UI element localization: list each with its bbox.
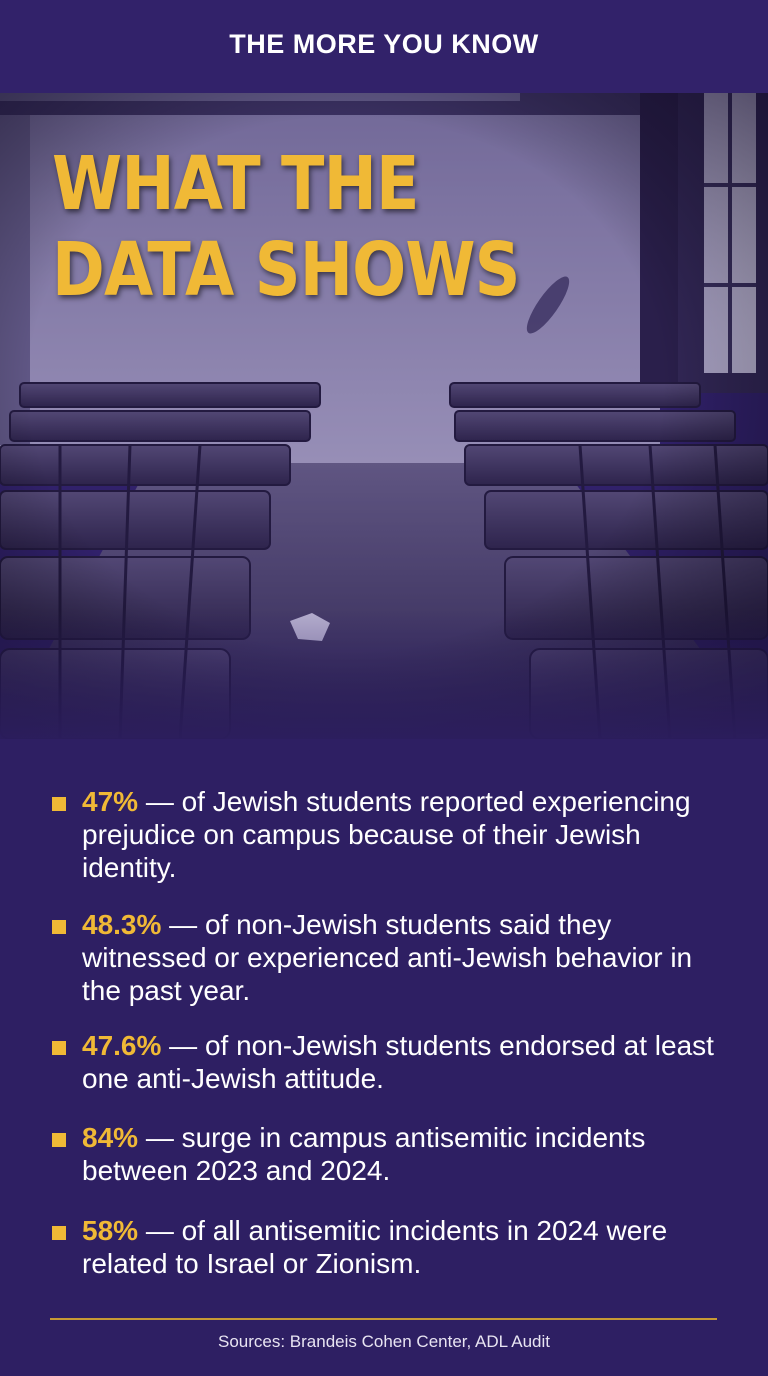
bullet-square-icon xyxy=(52,1133,66,1147)
stat-value: 84% xyxy=(82,1122,139,1153)
bullet-square-icon xyxy=(52,920,66,934)
sources-footer: Sources: Brandeis Cohen Center, ADL Audit xyxy=(217,1332,550,1351)
stat-description: — surge in campus antisemitic incidents between 2023 and 2024. xyxy=(82,1122,646,1186)
stat-description: — of non-Jewish students said they witnessed or experienced anti-Jewish behavior in the past year. xyxy=(82,909,693,1006)
header-bar xyxy=(0,0,768,93)
stat-text xyxy=(82,1214,732,1280)
stat-value: 47.6% xyxy=(82,1030,162,1061)
headline-line-2: DATA SHOWS xyxy=(52,227,520,313)
bullet-square-icon xyxy=(52,1226,66,1240)
header-title: THE MORE YOU KNOW xyxy=(229,29,539,59)
stat-value: 47% xyxy=(82,786,139,817)
headline-line-1: WHAT THE xyxy=(52,141,419,227)
headline xyxy=(52,141,520,313)
stat-description: — of Jewish students reported experiencing prejudice on campus because of their Jewish identity. xyxy=(82,786,691,883)
divider-line xyxy=(50,1318,717,1320)
stat-value: 58% xyxy=(82,1215,139,1246)
stat-text xyxy=(82,785,732,884)
stat-text xyxy=(82,908,732,1007)
bullet-square-icon xyxy=(52,797,66,811)
stat-text xyxy=(82,1029,732,1095)
stat-description: — of non-Jewish students endorsed at least one anti-Jewish attitude. xyxy=(82,1030,714,1094)
stats-section xyxy=(0,739,768,1376)
bullet-square-icon xyxy=(52,1041,66,1055)
stat-text xyxy=(82,1121,732,1187)
classroom-photo xyxy=(0,93,768,739)
stat-value: 48.3% xyxy=(82,909,162,940)
stat-description: — of all antisemitic incidents in 2024 were related to Israel or Zionism. xyxy=(82,1215,668,1279)
